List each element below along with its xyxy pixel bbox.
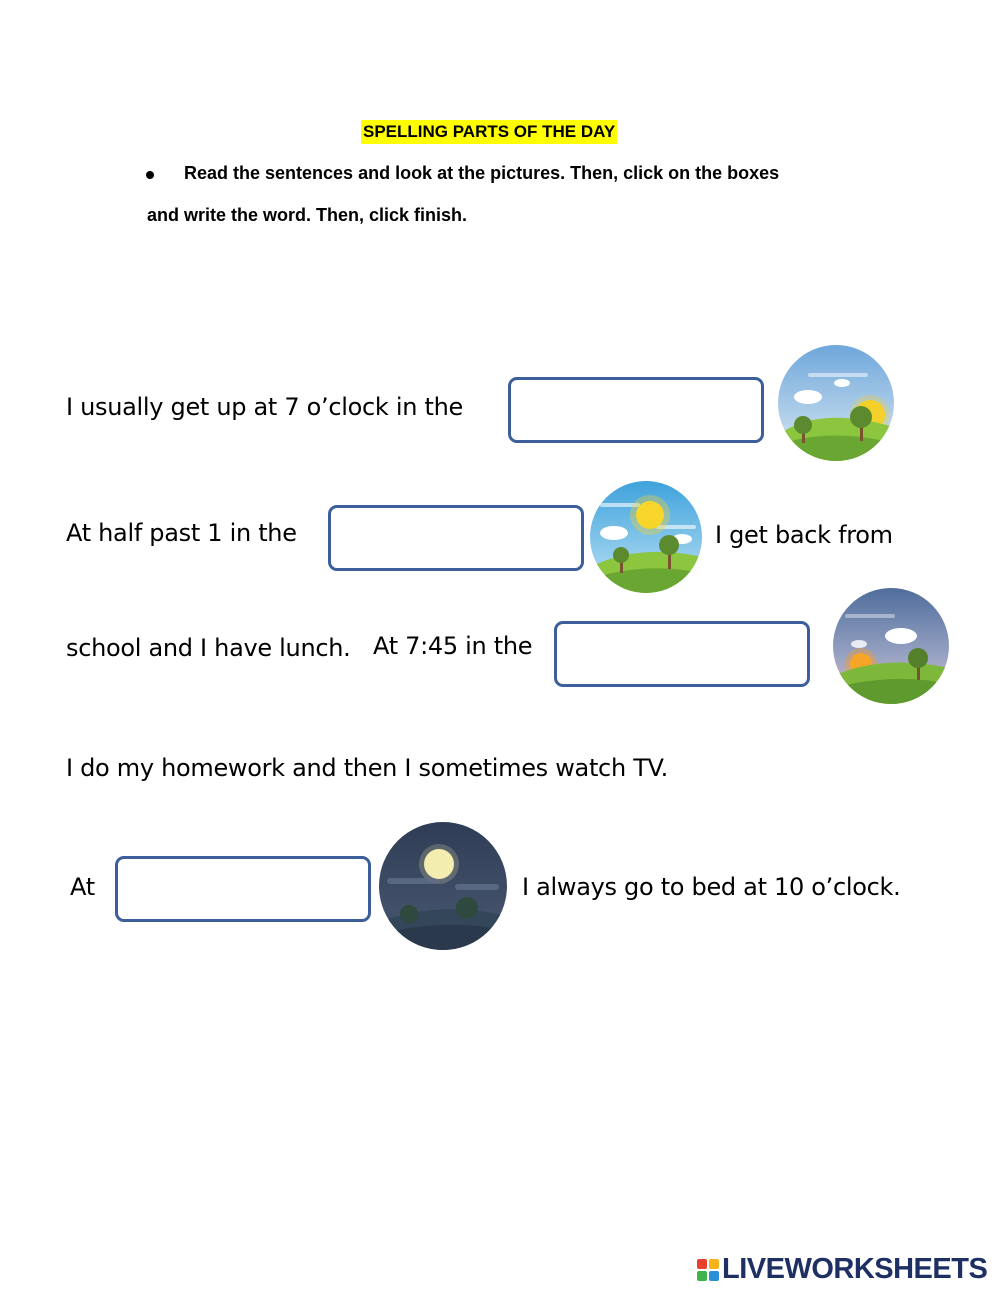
logo-square	[709, 1271, 719, 1281]
sentence-5-start-text: At	[70, 873, 95, 901]
morning-scene-icon	[778, 345, 894, 461]
afternoon-scene-icon	[590, 481, 702, 593]
sentence-4-text: I do my homework and then I sometimes watch TV.	[66, 754, 668, 782]
answer-box-4[interactable]	[115, 856, 371, 922]
logo-square	[697, 1259, 707, 1269]
sentence-3-start-text: school and I have lunch.	[66, 634, 351, 662]
sentence-2-end-text: I get back from	[715, 521, 893, 549]
liveworksheets-logo	[697, 1253, 987, 1286]
instruction-line-1: Read the sentences and look at the pictures. Then, click on the boxes	[184, 163, 780, 183]
logo-text: LIVEWORKSHEETS	[722, 1253, 988, 1285]
night-scene-icon	[379, 822, 507, 950]
answer-box-3[interactable]	[554, 621, 810, 687]
logo-square	[709, 1259, 719, 1269]
logo-square	[697, 1271, 707, 1281]
bullet-icon	[146, 171, 154, 179]
answer-box-2[interactable]	[328, 505, 584, 571]
logo-mark-icon	[697, 1259, 719, 1281]
worksheet-title: SPELLING PARTS OF THE DAY	[361, 120, 617, 144]
sentence-5-end-text: I always go to bed at 10 o’clock.	[522, 873, 901, 901]
sentence-1-text: I usually get up at 7 o’clock in the	[66, 393, 463, 421]
answer-box-1[interactable]	[508, 377, 764, 443]
sentence-3-end-text: At 7:45 in the	[373, 632, 533, 660]
instruction-line-2: and write the word. Then, click finish.	[147, 205, 468, 225]
sentence-2-start-text: At half past 1 in the	[66, 519, 297, 547]
evening-scene-icon	[833, 588, 949, 704]
